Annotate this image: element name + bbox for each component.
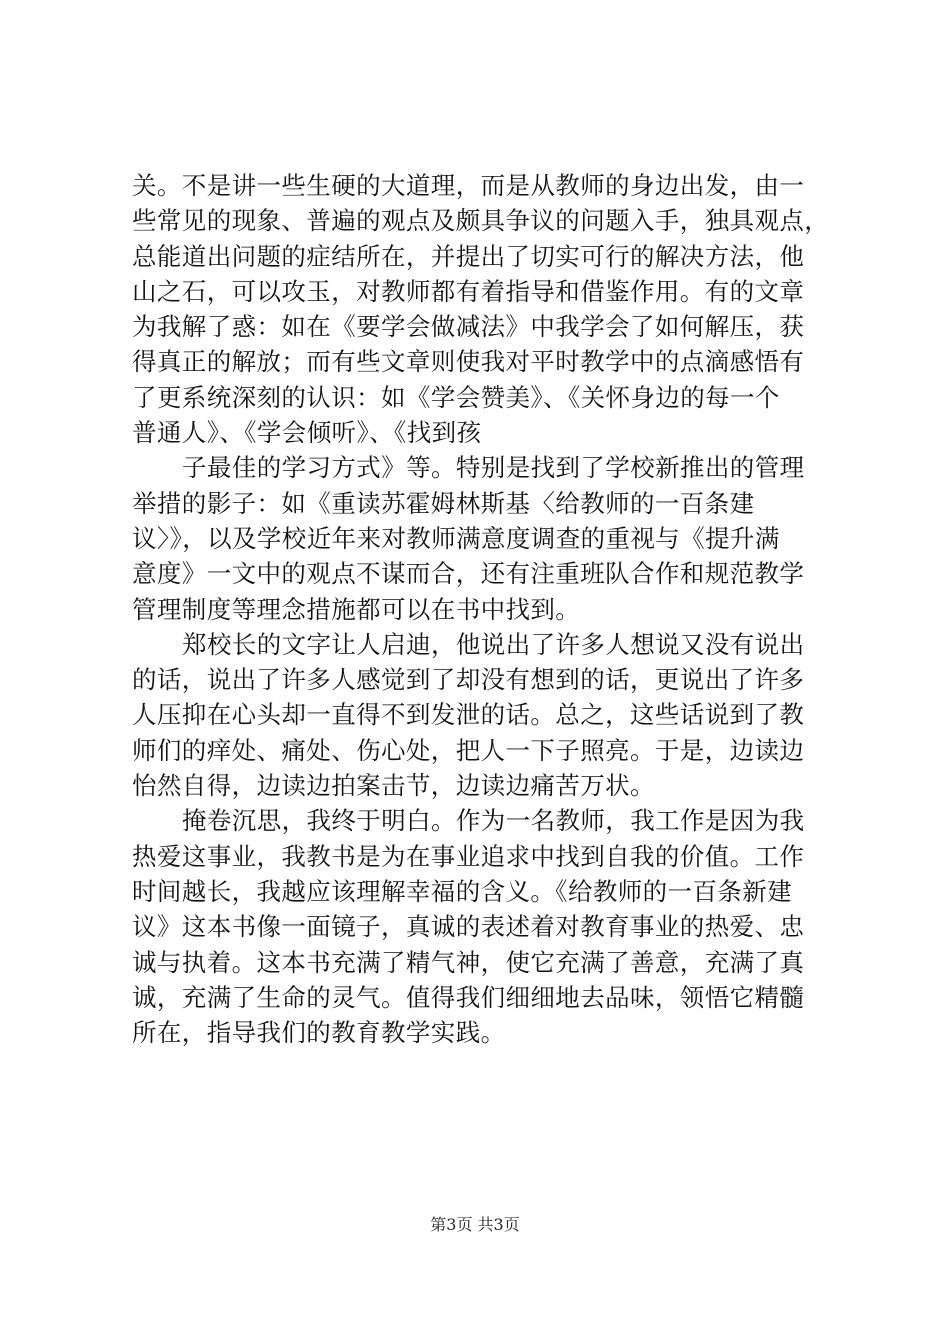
text-line: 管理制度等理念措施都可以在书中找到。 (132, 594, 581, 624)
text-line: 所在，指导我们的教育教学实践。 (132, 1018, 506, 1048)
text-line: 师们的痒处、痛处、伤心处，把人一下子照亮。于是，边读边 (132, 735, 805, 765)
text-line: 了更系统深刻的认识：如《学会赞美》、《关怀身边的每一个 (132, 382, 780, 412)
text-line: 掩卷沉思，我终于明白。作为一名教师，我工作是因为我 (182, 806, 805, 836)
text-line: 举措的影子：如《重读苏霍姆林斯基〈给教师的一百条建 (132, 488, 755, 518)
page-number: 第3页 共3页 (430, 1215, 520, 1234)
text-line: 热爱这事业，我教书是为在事业追求中找到自我的价值。工作 (132, 841, 805, 871)
text-line: 总能道出问题的症结所在，并提出了切实可行的解决方法，他 (132, 241, 805, 271)
text-line: 山之石，可以攻玉，对教师都有着指导和借鉴作用。有的文章 (132, 276, 805, 306)
body-text (132, 168, 832, 1050)
text-line: 意度》一文中的观点不谋而合，还有注重班队合作和规范教学 (132, 559, 805, 589)
text-line: 子最佳的学习方式》等。特别是找到了学校新推出的管理 (182, 453, 805, 483)
text-line: 郑校长的文字让人启迪，他说出了许多人想说又没有说出 (182, 629, 805, 659)
text-line: 怡然自得，边读边拍案击节，边读边痛苦万状。 (132, 771, 655, 801)
text-line: 人压抑在心头却一直得不到发泄的话。总之，这些话说到了教 (132, 700, 805, 730)
text-line: 为我解了惑：如在《要学会做减法》中我学会了如何解压，获 (132, 312, 805, 342)
page-footer (0, 1212, 950, 1235)
text-line: 议》这本书像一面镜子，真诚的表述着对教育事业的热爱、忠 (132, 912, 805, 942)
text-line: 关。不是讲一些生硬的大道理，而是从教师的身边出发，由一 (132, 171, 805, 200)
text-line: 些常见的现象、普遍的观点及颇具争议的问题入手，独具观点， (132, 206, 830, 236)
text-line: 诚与执着。这本书充满了精气神，使它充满了善意，充满了真 (132, 947, 805, 977)
text-line: 得真正的解放；而有些文章则使我对平时教学中的点滴感悟有 (132, 347, 805, 377)
text-line: 诚，充满了生命的灵气。值得我们细细地去品味，领悟它精髓 (132, 982, 805, 1012)
text-line: 的话，说出了许多人感觉到了却没有想到的话，更说出了许多 (132, 665, 805, 695)
text-line: 时间越长，我越应该理解幸福的含义。《给教师的一百条新建 (132, 876, 793, 906)
text-line: 普通人》、《学会倾听》、《找到孩 (132, 418, 482, 448)
text-line: 议〉》，以及学校近年来对教师满意度调查的重视与《提升满 (132, 523, 780, 553)
